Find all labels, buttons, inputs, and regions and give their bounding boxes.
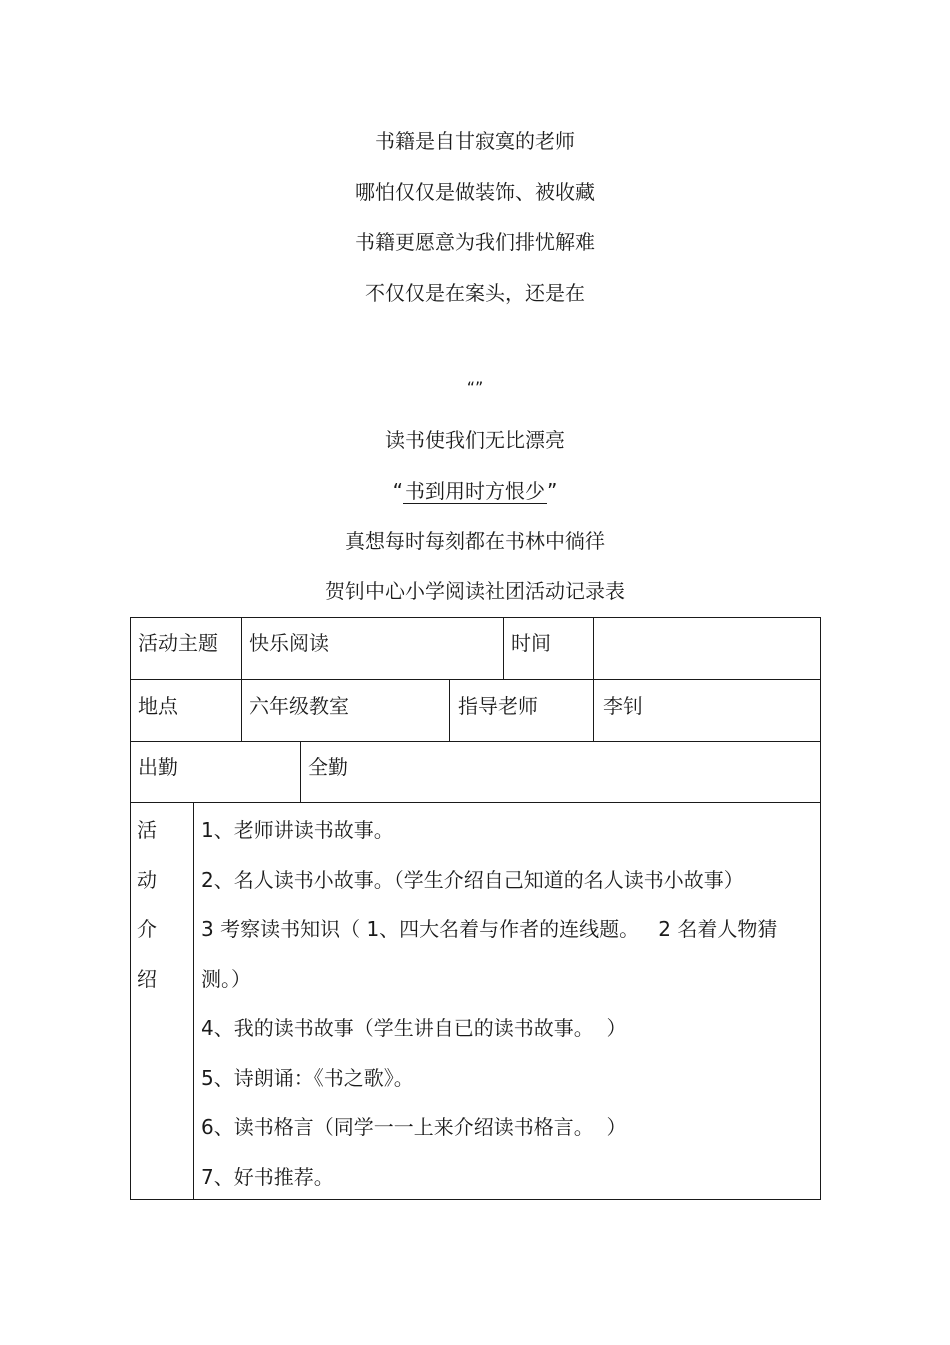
row-divider <box>131 679 820 680</box>
list-item: 5、诗朗诵：《书之歌》。 <box>201 1065 414 1090</box>
list-item: 4、我的读书故事（学生讲自已的读书故事。 ） <box>201 1016 627 1040</box>
row-divider <box>131 802 820 803</box>
column-divider <box>593 618 594 679</box>
list-item: 2、名人读书小故事。（学生介绍自己知道的名人读书小故事） <box>201 867 744 892</box>
poem-line-5: 读书使我们无比漂亮 <box>385 428 565 452</box>
column-divider <box>300 741 301 802</box>
activity-record-table <box>130 617 821 1200</box>
column-divider <box>503 618 504 679</box>
column-divider <box>193 802 194 1199</box>
list-item: 测。） <box>201 966 251 991</box>
attendance-value: 全勤 <box>308 755 348 779</box>
quote-line <box>0 477 950 505</box>
poem-line-2: 哪怕仅仅是做装饰、被收藏 <box>355 180 595 204</box>
list-item: 1、老师讲读书故事。 <box>201 818 394 842</box>
poem-line-6: 真想每时每刻都在书林中徜徉 <box>345 529 605 553</box>
row-divider <box>131 741 820 742</box>
place-label: 地点 <box>138 694 178 718</box>
theme-value: 快乐阅读 <box>249 631 329 655</box>
time-label: 时间 <box>511 631 551 655</box>
poem-line-1: 书籍是自甘寂寞的老师 <box>375 129 575 153</box>
quote-close-mark: ” <box>547 479 558 503</box>
intro-label-char: 绍 <box>137 966 157 991</box>
activity-intro-label <box>137 816 167 1014</box>
column-divider <box>241 679 242 741</box>
quote-open-mark: “ <box>392 479 403 503</box>
intro-label-char: 介 <box>137 917 157 941</box>
list-item: 7、好书推荐。 <box>201 1164 334 1189</box>
list-item: 3 考察读书知识（ 1、四大名着与作者的连线题。 2 名着人物猜 <box>201 917 778 941</box>
column-divider <box>241 618 242 679</box>
activity-list <box>201 816 811 1212</box>
place-value: 六年级教室 <box>249 694 349 718</box>
poem-line-3: 书籍更愿意为我们排忧解难 <box>355 230 595 254</box>
poem-line-4: 不仅仅是在案头，还是在 <box>365 281 585 305</box>
intro-label-char: 活 <box>137 818 157 842</box>
teacher-value: 李钊 <box>603 694 643 718</box>
intro-label-char: 动 <box>137 867 157 892</box>
list-item: 6、读书格言（同学一一上来介绍读书格言。 ） <box>201 1115 627 1139</box>
theme-label: 活动主题 <box>138 631 218 655</box>
column-divider <box>449 679 450 741</box>
empty-quote-marks: “” <box>466 378 484 397</box>
column-divider <box>593 679 594 741</box>
quote-text: 书到用时方恨少 <box>405 479 545 503</box>
teacher-label: 指导老师 <box>458 694 538 718</box>
table-title: 贺钊中心小学阅读社团活动记录表 <box>325 579 625 603</box>
attendance-label: 出勤 <box>138 755 178 779</box>
